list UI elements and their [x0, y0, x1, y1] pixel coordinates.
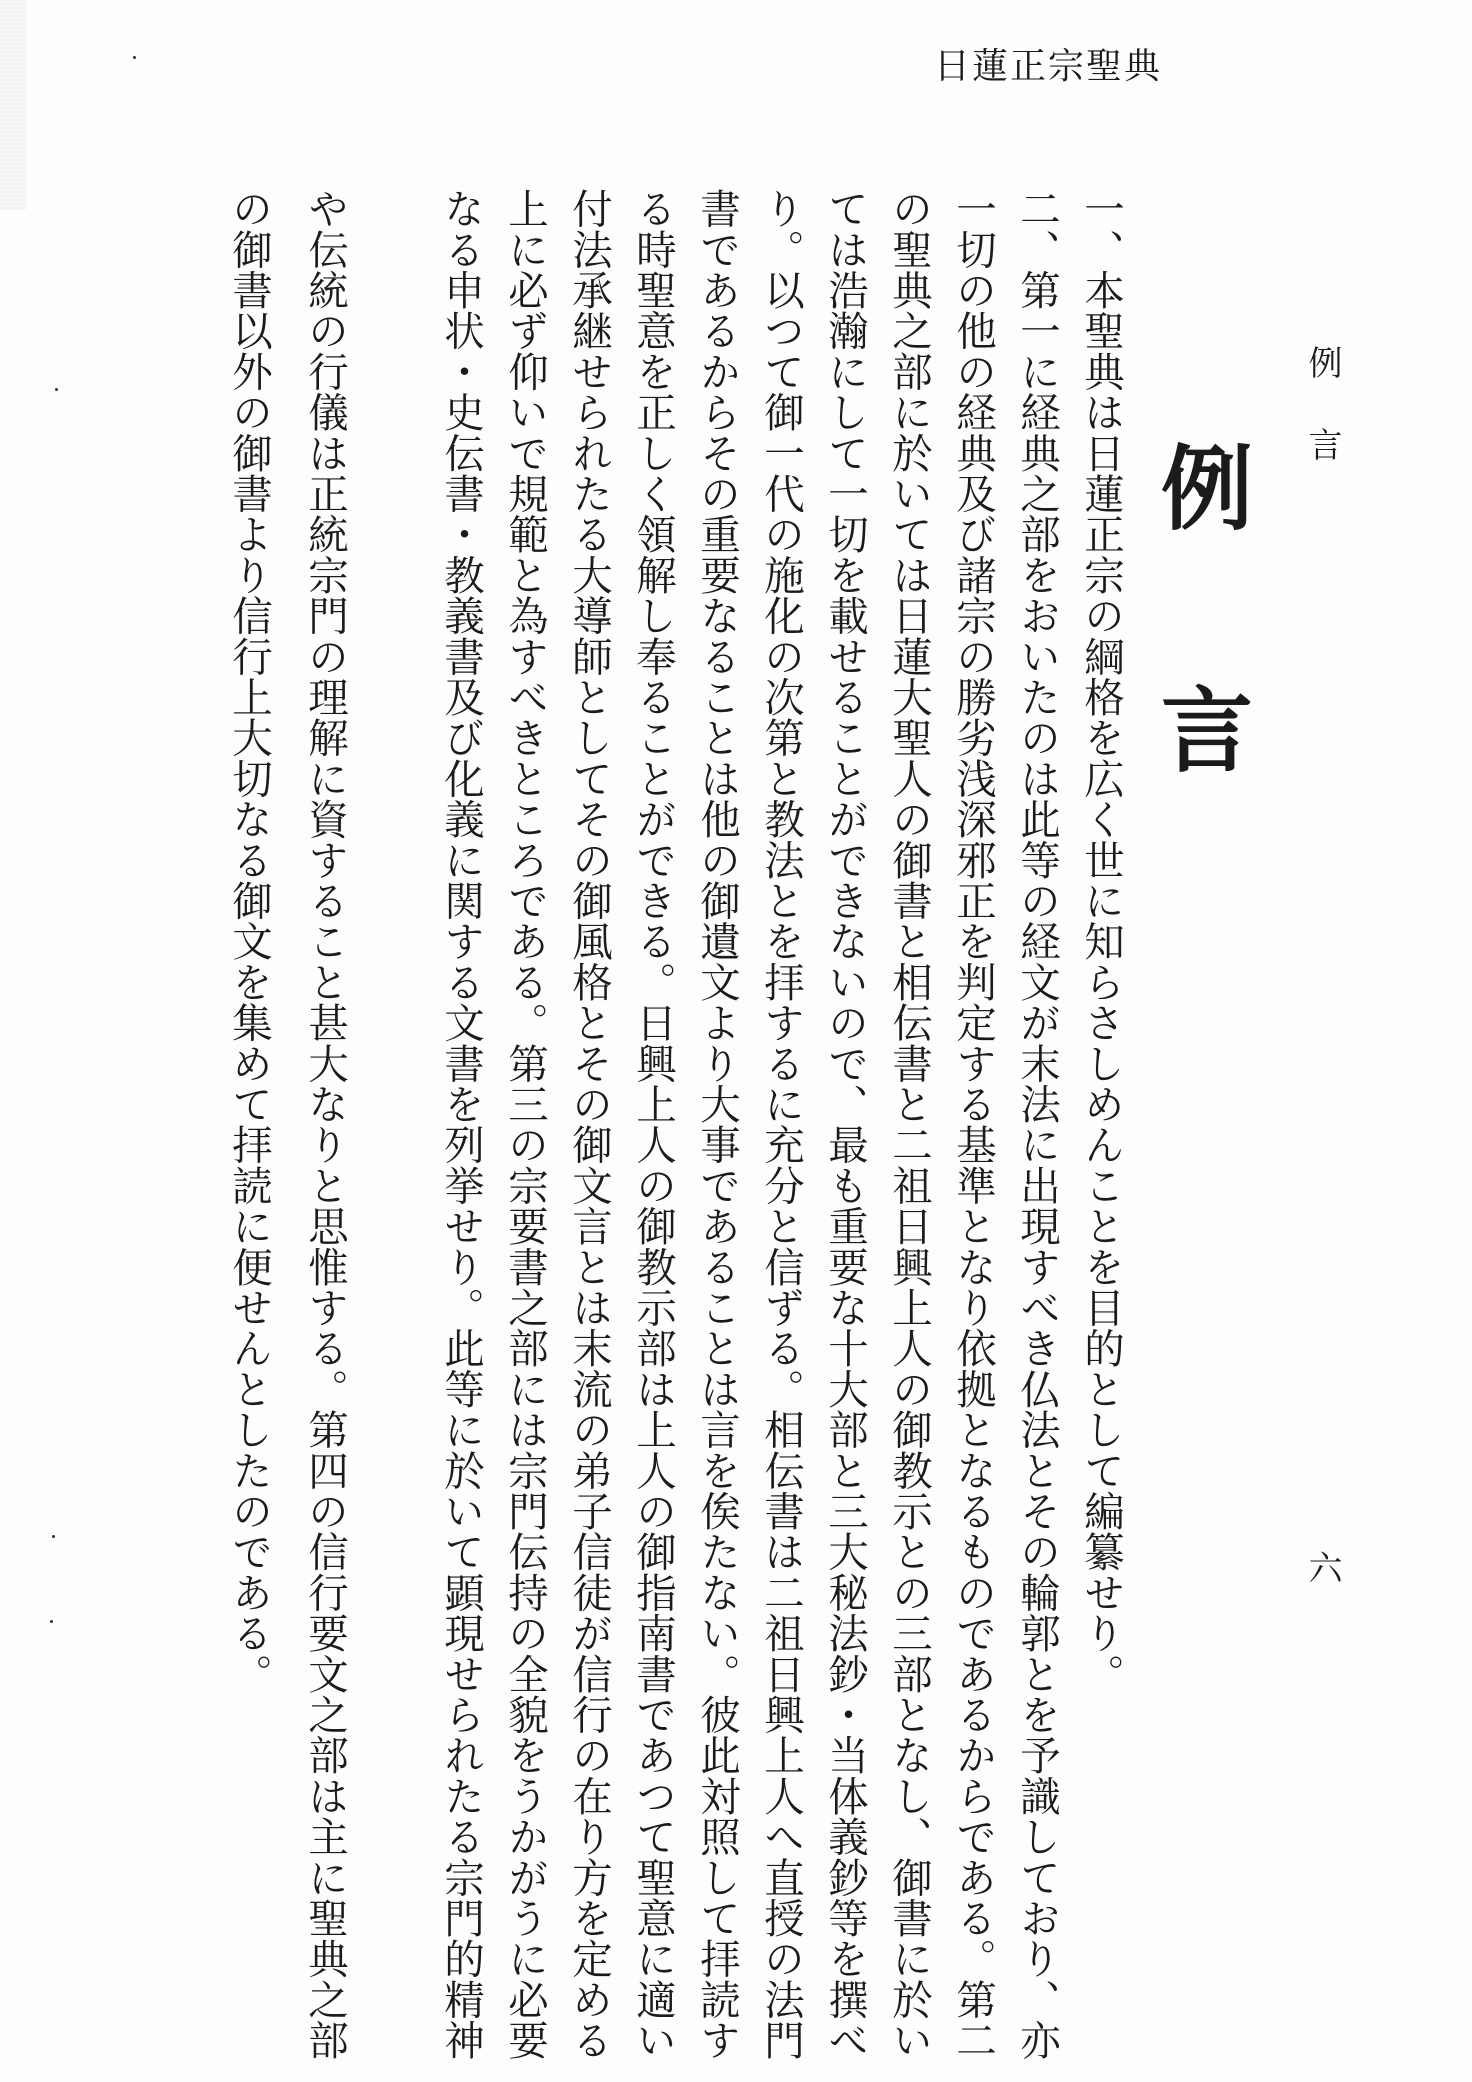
scan-speck	[52, 1535, 55, 1538]
text-column-10: 上に必ず仰いで規範と為すべきところである。第三の宗要書之部には宗門伝持の全貌をうかがうに必要	[501, 188, 549, 2061]
page-heading: 例言	[1146, 440, 1254, 924]
text-column-11: なる申状・史伝書・教義書及び化義に関する文書を列挙せり。此等に於いて顕現せられたる宗門的精神	[437, 188, 485, 2061]
scan-speck	[133, 56, 136, 59]
page-number: 六	[1302, 1550, 1342, 1584]
scan-speck	[55, 388, 58, 391]
text-column-7: 書であるからその重要なることは他の御遺文より大事であることは言を俟たない。彼此対照して拝読す	[693, 188, 741, 2061]
text-column-3: 一切の他の経典及び諸宗の勝劣浅深邪正を判定する基準となり依拠となるものであるからである。第二	[949, 188, 997, 2061]
text-column-2: 二、第一に経典之部をおいたのは此等の経文が末法に出現すべき仏法とその輪郭とを予識しており、亦	[1013, 188, 1061, 2061]
running-title: 日蓮正宗聖典	[933, 46, 1162, 87]
text-column-1: 一、本聖典は日蓮正宗の綱格を広く世に知らさしめんことを目的として編纂せり。	[1077, 188, 1125, 1694]
text-column-4: の聖典之部に於いては日蓮大聖人の御書と相伝書と二祖日興上人の御教示との三部となし、御書に於い	[885, 188, 933, 2061]
text-column-8: る時聖意を正しく領解し奉ることができる。日興上人の御教示部は上人の御指南書であつて聖意に適い	[629, 188, 677, 2061]
text-column-13: の御書以外の御書より信行上大切なる御文を集めて拝読に便せんとしたのである。	[225, 188, 273, 1694]
side-section-title: 例言	[1302, 345, 1342, 509]
text-column-12: や伝統の行儀は正統宗門の理解に資すること甚大なりと思惟する。第四の信行要文之部は主に聖典之部	[301, 188, 349, 2061]
scan-speck	[50, 1620, 53, 1623]
text-column-9: 付法承継せられたる大導師としてその御風格とその御文言とは末流の弟子信徒が信行の在り方を定める	[565, 188, 613, 2061]
text-column-5: ては浩瀚にして一切を載せることができないので、最も重要な十大部と三大秘法鈔・当体義鈔等を撰べ	[821, 188, 869, 2061]
text-column-6: り。以つて御一代の施化の次第と教法とを拝するに充分と信ずる。相伝書は二祖日興上人へ直授の法門	[757, 188, 805, 2061]
